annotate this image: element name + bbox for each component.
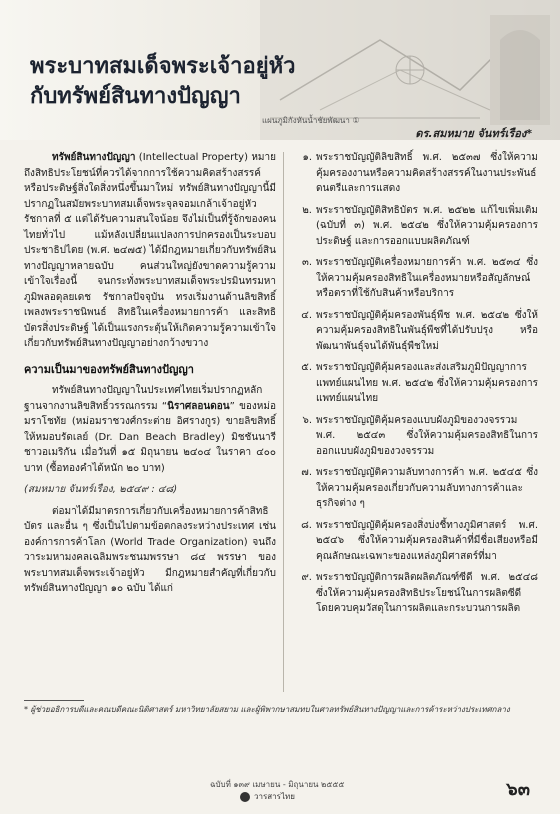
history-p1-before: ทรัพย์สินทางปัญญาในประเทศไทยเริ่มปรากฏหลักฐานจากงานลิขสิทธิ์วรรณกรรม “ bbox=[24, 385, 263, 412]
list-item-number: ๘. bbox=[301, 519, 312, 531]
list-item-number: ๔. bbox=[301, 309, 312, 321]
list-item-text: พระราชบัญญัติคุ้มครองสิ่งบ่งชี้ทางภูมิศาสตร์ พ.ศ. ๒๕๔๖ ซึ่งให้ความคุ้มครองสินค้าที่มีชื่อเสียงหรือมีคุณลักษณะเฉพาะของแหล่งภูมิศาสตร์ที่มา bbox=[316, 519, 538, 562]
list-item bbox=[290, 413, 538, 460]
list-item-text: พระราชบัญญัติคุ้มครองแบบผังภูมิของวงจรรวม พ.ศ. ๒๕๔๓ ซึ่งให้ความคุ้มครองสิทธิในการออกแบบผังภูมิของวงจรรวม bbox=[316, 414, 538, 457]
list-item-text: พระราชบัญญัติการผลิตผลิตภัณฑ์ซีดี พ.ศ. ๒๕๔๘ ซึ่งให้ความคุ้มครองสิทธิประโยชน์ในการผลิตซีดี โดยควบคุมวัสดุในการผลิตและกระบวนการผลิต bbox=[316, 572, 538, 614]
list-item-text: พระราชบัญญัติคุ้มครองพันธุ์พืช พ.ศ. ๒๕๔๒ ซึ่งให้ความคุ้มครองสิทธิในพันธุ์พืชที่ได้ปรับปรุง หรือพัฒนาพันธุ์จนได้พันธุ์พืชใหม่ bbox=[316, 309, 538, 352]
footnote-rule bbox=[24, 700, 84, 701]
list-item-number: ๙. bbox=[301, 572, 312, 583]
page-number: ๖๓ bbox=[506, 779, 530, 800]
footnote: * ผู้ช่วยอธิการบดีและคณบดีคณะนิติศาสตร์ มหาวิทยาลัยสยาม และผู้พิพากษาสมทบในศาลทรัพย์สินทางปัญญาและการค้าระหว่างประเทศกลาง bbox=[24, 705, 510, 714]
title-line-2: กับทรัพย์สินทางปัญญา bbox=[30, 84, 241, 109]
right-column bbox=[290, 150, 538, 623]
title-line-1: พระบาทสมเด็จพระเจ้าอยู่หัว bbox=[30, 54, 296, 79]
list-item bbox=[290, 570, 538, 617]
list-item-text: พระราชบัญญัติคุ้มครองและส่งเสริมภูมิปัญญาการแพทย์แผนไทย พ.ศ. ๒๕๔๒ ซึ่งให้ความคุ้มครองการแพทย์แผนไทย bbox=[316, 362, 538, 404]
law-list bbox=[290, 150, 538, 617]
history-p1-bold: นิราศลอนดอน bbox=[167, 400, 230, 412]
header-banner bbox=[0, 0, 560, 140]
list-item-number: ๖. bbox=[302, 414, 312, 426]
list-item-number: ๕. bbox=[301, 362, 312, 373]
page-footer bbox=[0, 774, 560, 814]
list-item bbox=[290, 360, 538, 407]
history-paragraph-2: ต่อมาได้มีมาตรการเกี่ยวกับเครื่องหมายการค้าสิทธิบัตร และอื่น ๆ ซึ่งเป็นไปตามข้อตกลงระหว่างประเทศ เช่น องค์การการค้าโลก (World Trade Organization) จนถึงวาระมหามงคลเฉลิมพระชนมพรรษา ๘๔ พรรษา ของพระบาทสมเด็จพระเจ้าอยู่หัว มีกฎหมายสำคัญที่เกี่ยวกับทรัพย์สินทางปัญญา ๑๐ ฉบับ ได้แก่ bbox=[24, 505, 276, 594]
issue-info: ฉบับที่ ๑๓๙ เมษายน - มิถุนายน ๒๕๕๕ bbox=[210, 780, 345, 789]
list-item-text: พระราชบัญญัติเครื่องหมายการค้า พ.ศ. ๒๕๓๔ ซึ่งให้ความคุ้มครองสิทธิในเครื่องหมายหรือสัญลักษณ์หรือตราที่ใช้กับสินค้าหรือบริการ bbox=[316, 257, 538, 299]
list-item-number: ๓. bbox=[301, 257, 312, 268]
list-item-number: ๒. bbox=[302, 204, 312, 216]
intro-paragraph bbox=[24, 150, 276, 352]
image-caption: แผนภูมิกังหันน้ำชัยพัฒนา ① bbox=[262, 116, 360, 125]
column-divider bbox=[283, 152, 284, 692]
list-item bbox=[290, 465, 538, 512]
history-p1-after: ” ของหม่อมราโชทัย (หม่อมราชวงศ์กระต่าย อิศรางกูร) ขายลิขสิทธิ์ให้หมอบรัดเลย์ (Dr. Dan Beach Bradley) มิชชันนารีชาวอเมริกัน เมื่อวันที่ ๑๕ มิถุนายน ๒๔๐๔ ในราคา ๔๐๐ บาท (ซื้อทองคำได้หนัก ๒๐ บาท) bbox=[24, 400, 276, 474]
list-item-text: พระราชบัญญัติสิทธิบัตร พ.ศ. ๒๕๒๒ แก้ไขเพิ่มเติม (ฉบับที่ ๓) พ.ศ. ๒๕๔๒ ซึ่งให้ความคุ้มครองการประดิษฐ์ และการออกแบบผลิตภัณฑ์ bbox=[316, 204, 538, 247]
logo-text: วารสารไทย bbox=[254, 792, 295, 801]
logo-icon bbox=[240, 792, 250, 802]
author-name: ดร.สมหมาย จันทร์เรือง* bbox=[415, 127, 532, 140]
list-item-text: พระราชบัญญัติลิขสิทธิ์ พ.ศ. ๒๕๓๗ ซึ่งให้ความคุ้มครองงานหรือความคิดสร้างสรรค์ในงานประพันธ์ดนตรีและการแสดง bbox=[316, 152, 538, 194]
publisher-logo bbox=[240, 790, 295, 803]
list-item bbox=[290, 308, 538, 355]
list-item-number: ๗. bbox=[301, 467, 312, 478]
intro-lead-term: ทรัพย์สินทางปัญญา bbox=[52, 152, 136, 163]
list-item bbox=[290, 518, 538, 565]
section-heading: ความเป็นมาของทรัพย์สินทางปัญญา bbox=[24, 362, 194, 376]
page-title bbox=[30, 52, 295, 112]
list-item bbox=[290, 255, 538, 302]
left-column bbox=[24, 150, 276, 603]
intro-text: (Intellectual Property) หมายถึงสิทธิประโยชน์ที่ควรได้จากการใช้ความคิดสร้างสรรค์หรือประดิษฐ์สิ่งใดสิ่งหนึ่งขึ้นมาใหม่ ทรัพย์สินทางปัญญานี้มีปรากฏในสมัยพระบาทสมเด็จพระจุลจอมเกล้าเจ้าอยู่หัว รัชกาลที่ ๕ แต่ได้รับความสนใจน้อย จึงไม่เป็นที่รู้จักของคนไทยทั่วไป แม้หลังเปลี่ยนแปลงการปกครองเป็นระบอบประชาธิปไตย (พ.ศ. ๒๔๗๕) ได้มีกฎหมายเกี่ยวกับทรัพย์สินทางปัญญาหลายฉบับ คนส่วนใหญ่ยังขาดความรู้ความเข้าใจเรื่องนี้ จนกระทั่งพระบาทสมเด็จพระปรมินทรมหาภูมิพลอดุลยเดช รัชกาลปัจจุบัน ทรงเริ่มงานด้านลิขสิทธิ์เพลงพระราชนิพนธ์ สิทธิในเครื่องหมายการค้า และสิทธิบัตรสิ่งประดิษฐ์ ได้เป็นแรงกระตุ้นให้เกิดความรู้ความเข้าใจเกี่ยวกับทรัพย์สินทางปัญญาอย่างกว้างขวาง bbox=[24, 152, 276, 349]
history-paragraph-1 bbox=[24, 383, 276, 476]
list-item-text: พระราชบัญญัติความลับทางการค้า พ.ศ. ๒๕๔๕ ซึ่งให้ความคุ้มครองเกี่ยวกับความลับทางการค้าและธุรกิจต่าง ๆ bbox=[316, 467, 538, 509]
list-item bbox=[290, 203, 538, 250]
list-item-number: ๑. bbox=[302, 152, 312, 163]
citation: (สมหมาย จันทร์เรือง, ๒๕๔๙ : ๔๘) bbox=[24, 484, 178, 495]
list-item bbox=[290, 150, 538, 197]
